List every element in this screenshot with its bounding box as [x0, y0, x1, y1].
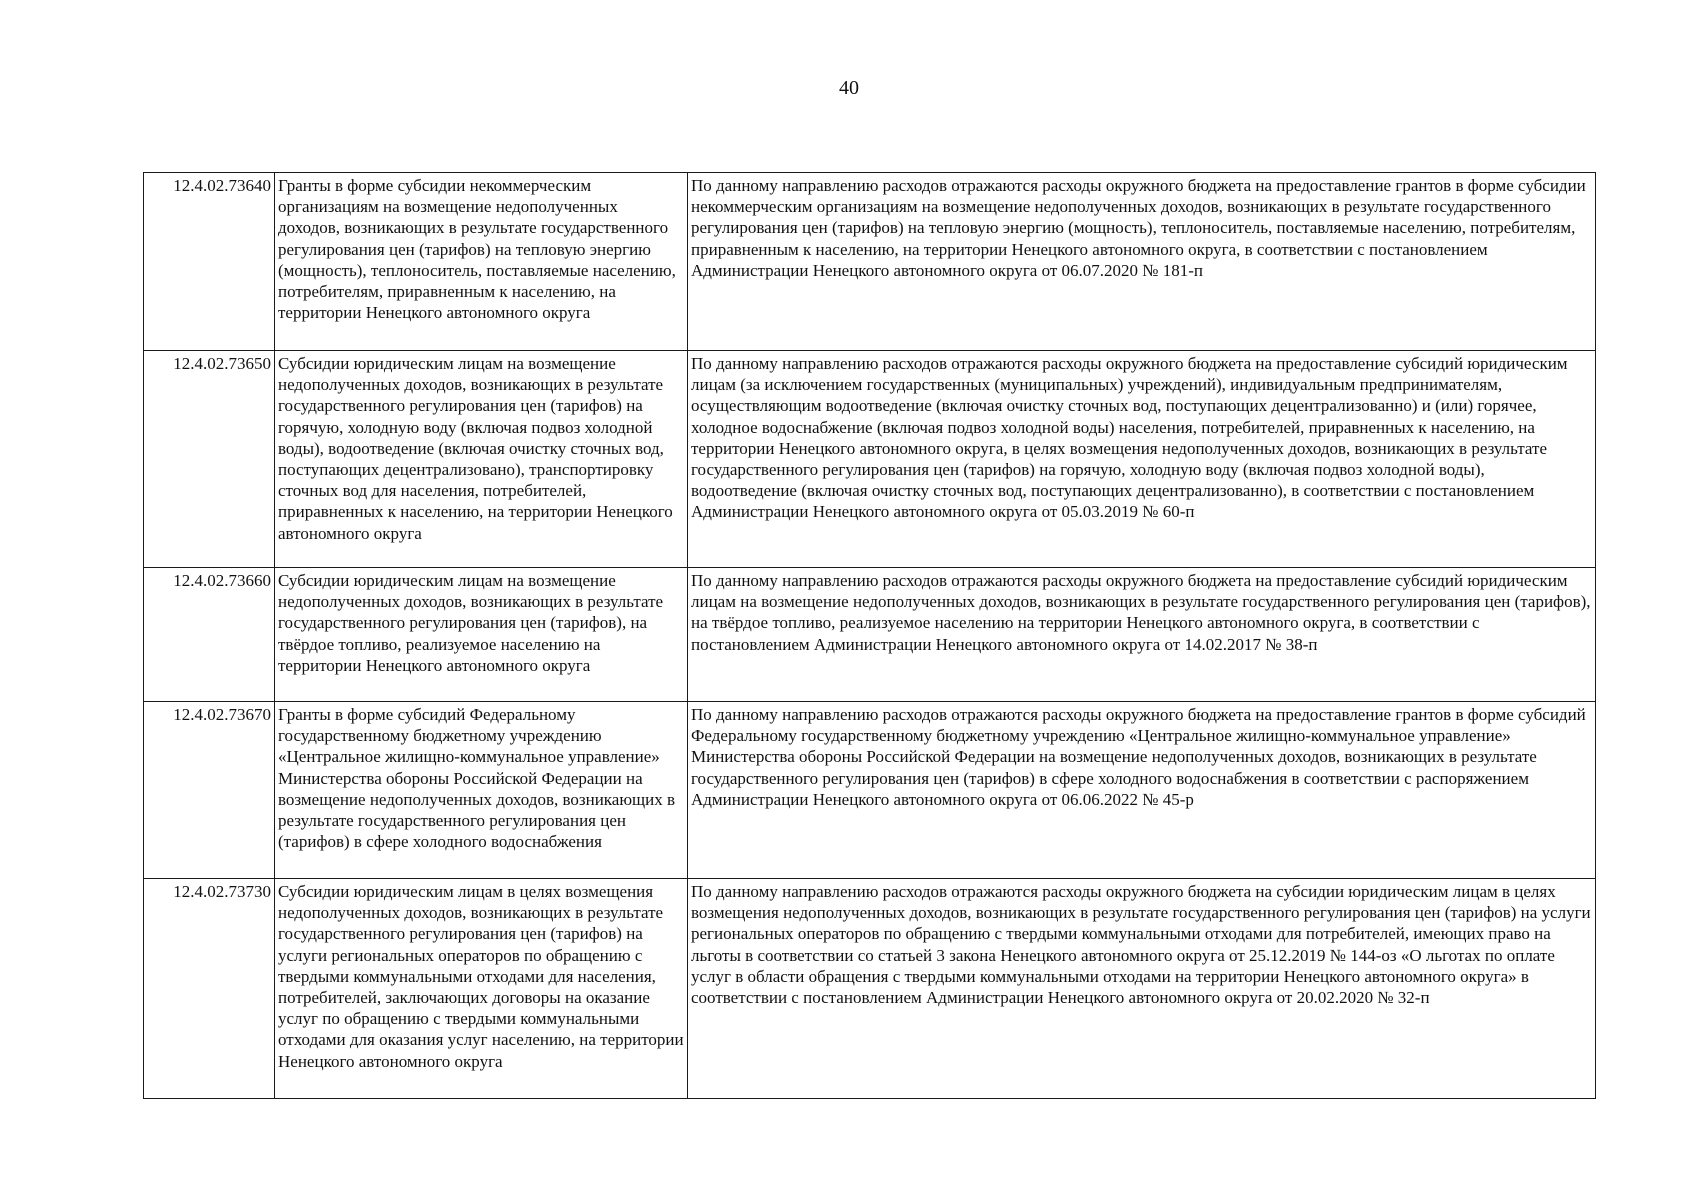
table-row	[144, 173, 1596, 351]
expense-description: По данному направлению расходов отражаются расходы окружного бюджета на предоставление грантов в форме субсидии некоммерческим организациям на возмещение недополученных доходов, возникающих в результате государственного регулирования цен (тарифов) на тепловую энергию (мощность), теплоноситель, поставляемые населению, потребителям, приравненным к населению, на территории Ненецкого автономного округа, в соответствии с постановлением Администрации Ненецкого автономного округа от 06.07.2020 № 181-п	[688, 173, 1596, 351]
table-row	[144, 879, 1596, 1099]
expense-name: Гранты в форме субсидии некоммерческим организациям на возмещение недополученных доходов, возникающих в результате государственного регулирования цен (тарифов) на тепловую энергию (мощность), теплоноситель, поставляемые населению, потребителям, приравненным к населению, на территории Ненецкого автономного округа	[275, 173, 688, 351]
table-row	[144, 702, 1596, 879]
expense-description: По данному направлению расходов отражаются расходы окружного бюджета на предоставление грантов в форме субсидий Федеральному государственному бюджетному учреждению «Центральное жилищно-коммунальное управление» Министерства обороны Российской Федерации на возмещение недополученных доходов, возникающих в результате государственного регулирования цен (тарифов) в сфере холодного водоснабжения в соответствии с распоряжением Администрации Ненецкого автономного округа от 06.06.2022 № 45-р	[688, 702, 1596, 879]
page-number: 40	[839, 77, 859, 99]
expense-name: Субсидии юридическим лицам на возмещение недополученных доходов, возникающих в результате государственного регулирования цен (тарифов) на горячую, холодную воду (включая подвоз холодной воды), водоотведение (включая очистку сточных вод, поступающих децентрализовано), транспортировку сточных вод для населения, потребителей, приравненных к населению, на территории Ненецкого автономного округа	[275, 351, 688, 568]
expense-code: 12.4.02.73670	[144, 702, 275, 879]
expense-name: Субсидии юридическим лицам в целях возмещения недополученных доходов, возникающих в результате государственного регулирования цен (тарифов) на услуги региональных операторов по обращению с твердыми коммунальными отходами для населения, потребителей, заключающих договоры на оказание услуг по обращению с твердыми коммунальными отходами для оказания услуг населению, на территории Ненецкого автономного округа	[275, 879, 688, 1099]
expense-code: 12.4.02.73660	[144, 568, 275, 702]
budget-classification-table	[143, 172, 1596, 1099]
expense-code: 12.4.02.73730	[144, 879, 275, 1099]
expense-code: 12.4.02.73640	[144, 173, 275, 351]
expense-name: Гранты в форме субсидий Федеральному государственному бюджетному учреждению «Центральное жилищно-коммунальное управление» Министерства обороны Российской Федерации на возмещение недополученных доходов, возникающих в результате государственного регулирования цен (тарифов) в сфере холодного водоснабжения	[275, 702, 688, 879]
expense-name: Субсидии юридическим лицам на возмещение недополученных доходов, возникающих в результате государственного регулирования цен (тарифов), на твёрдое топливо, реализуемое населению на территории Ненецкого автономного округа	[275, 568, 688, 702]
expense-description: По данному направлению расходов отражаются расходы окружного бюджета на предоставление субсидий юридическим лицам (за исключением государственных (муниципальных) учреждений), индивидуальным предпринимателям, осуществляющим водоотведение (включая очистку сточных вод, поступающих децентрализованно) и (или) горячее, холодное водоснабжение (включая подвоз холодной воды) населения, потребителей, приравненных к населению, на территории Ненецкого автономного округа, в целях возмещения недополученных доходов, возникающих в результате государственного регулирования цен (тарифов) на горячую, холодную воду (включая подвоз холодной воды), водоотведение (включая очистку сточных вод, поступающих децентрализованно), в соответствии с постановлением Администрации Ненецкого автономного округа от 05.03.2019 № 60-п	[688, 351, 1596, 568]
table-row	[144, 568, 1596, 702]
expense-description: По данному направлению расходов отражаются расходы окружного бюджета на предоставление субсидий юридическим лицам на возмещение недополученных доходов, возникающих в результате государственного регулирования цен (тарифов), на твёрдое топливо, реализуемое населению на территории Ненецкого автономного округа, в соответствии с постановлением Администрации Ненецкого автономного округа от 14.02.2017 № 38-п	[688, 568, 1596, 702]
expense-description: По данному направлению расходов отражаются расходы окружного бюджета на субсидии юридическим лицам в целях возмещения недополученных доходов, возникающих в результате государственного регулирования цен (тарифов) на услуги региональных операторов по обращению с твердыми коммунальными отходами для потребителей, имеющих право на льготы в соответствии со статьей 3 закона Ненецкого автономного округа от 25.12.2019 № 144-оз «О льготах по оплате услуг в области обращения с твердыми коммунальными отходами на территории Ненецкого автономного округа» в соответствии с постановлением Администрации Ненецкого автономного округа от 20.02.2020 № 32-п	[688, 879, 1596, 1099]
table-row	[144, 351, 1596, 568]
expense-code: 12.4.02.73650	[144, 351, 275, 568]
